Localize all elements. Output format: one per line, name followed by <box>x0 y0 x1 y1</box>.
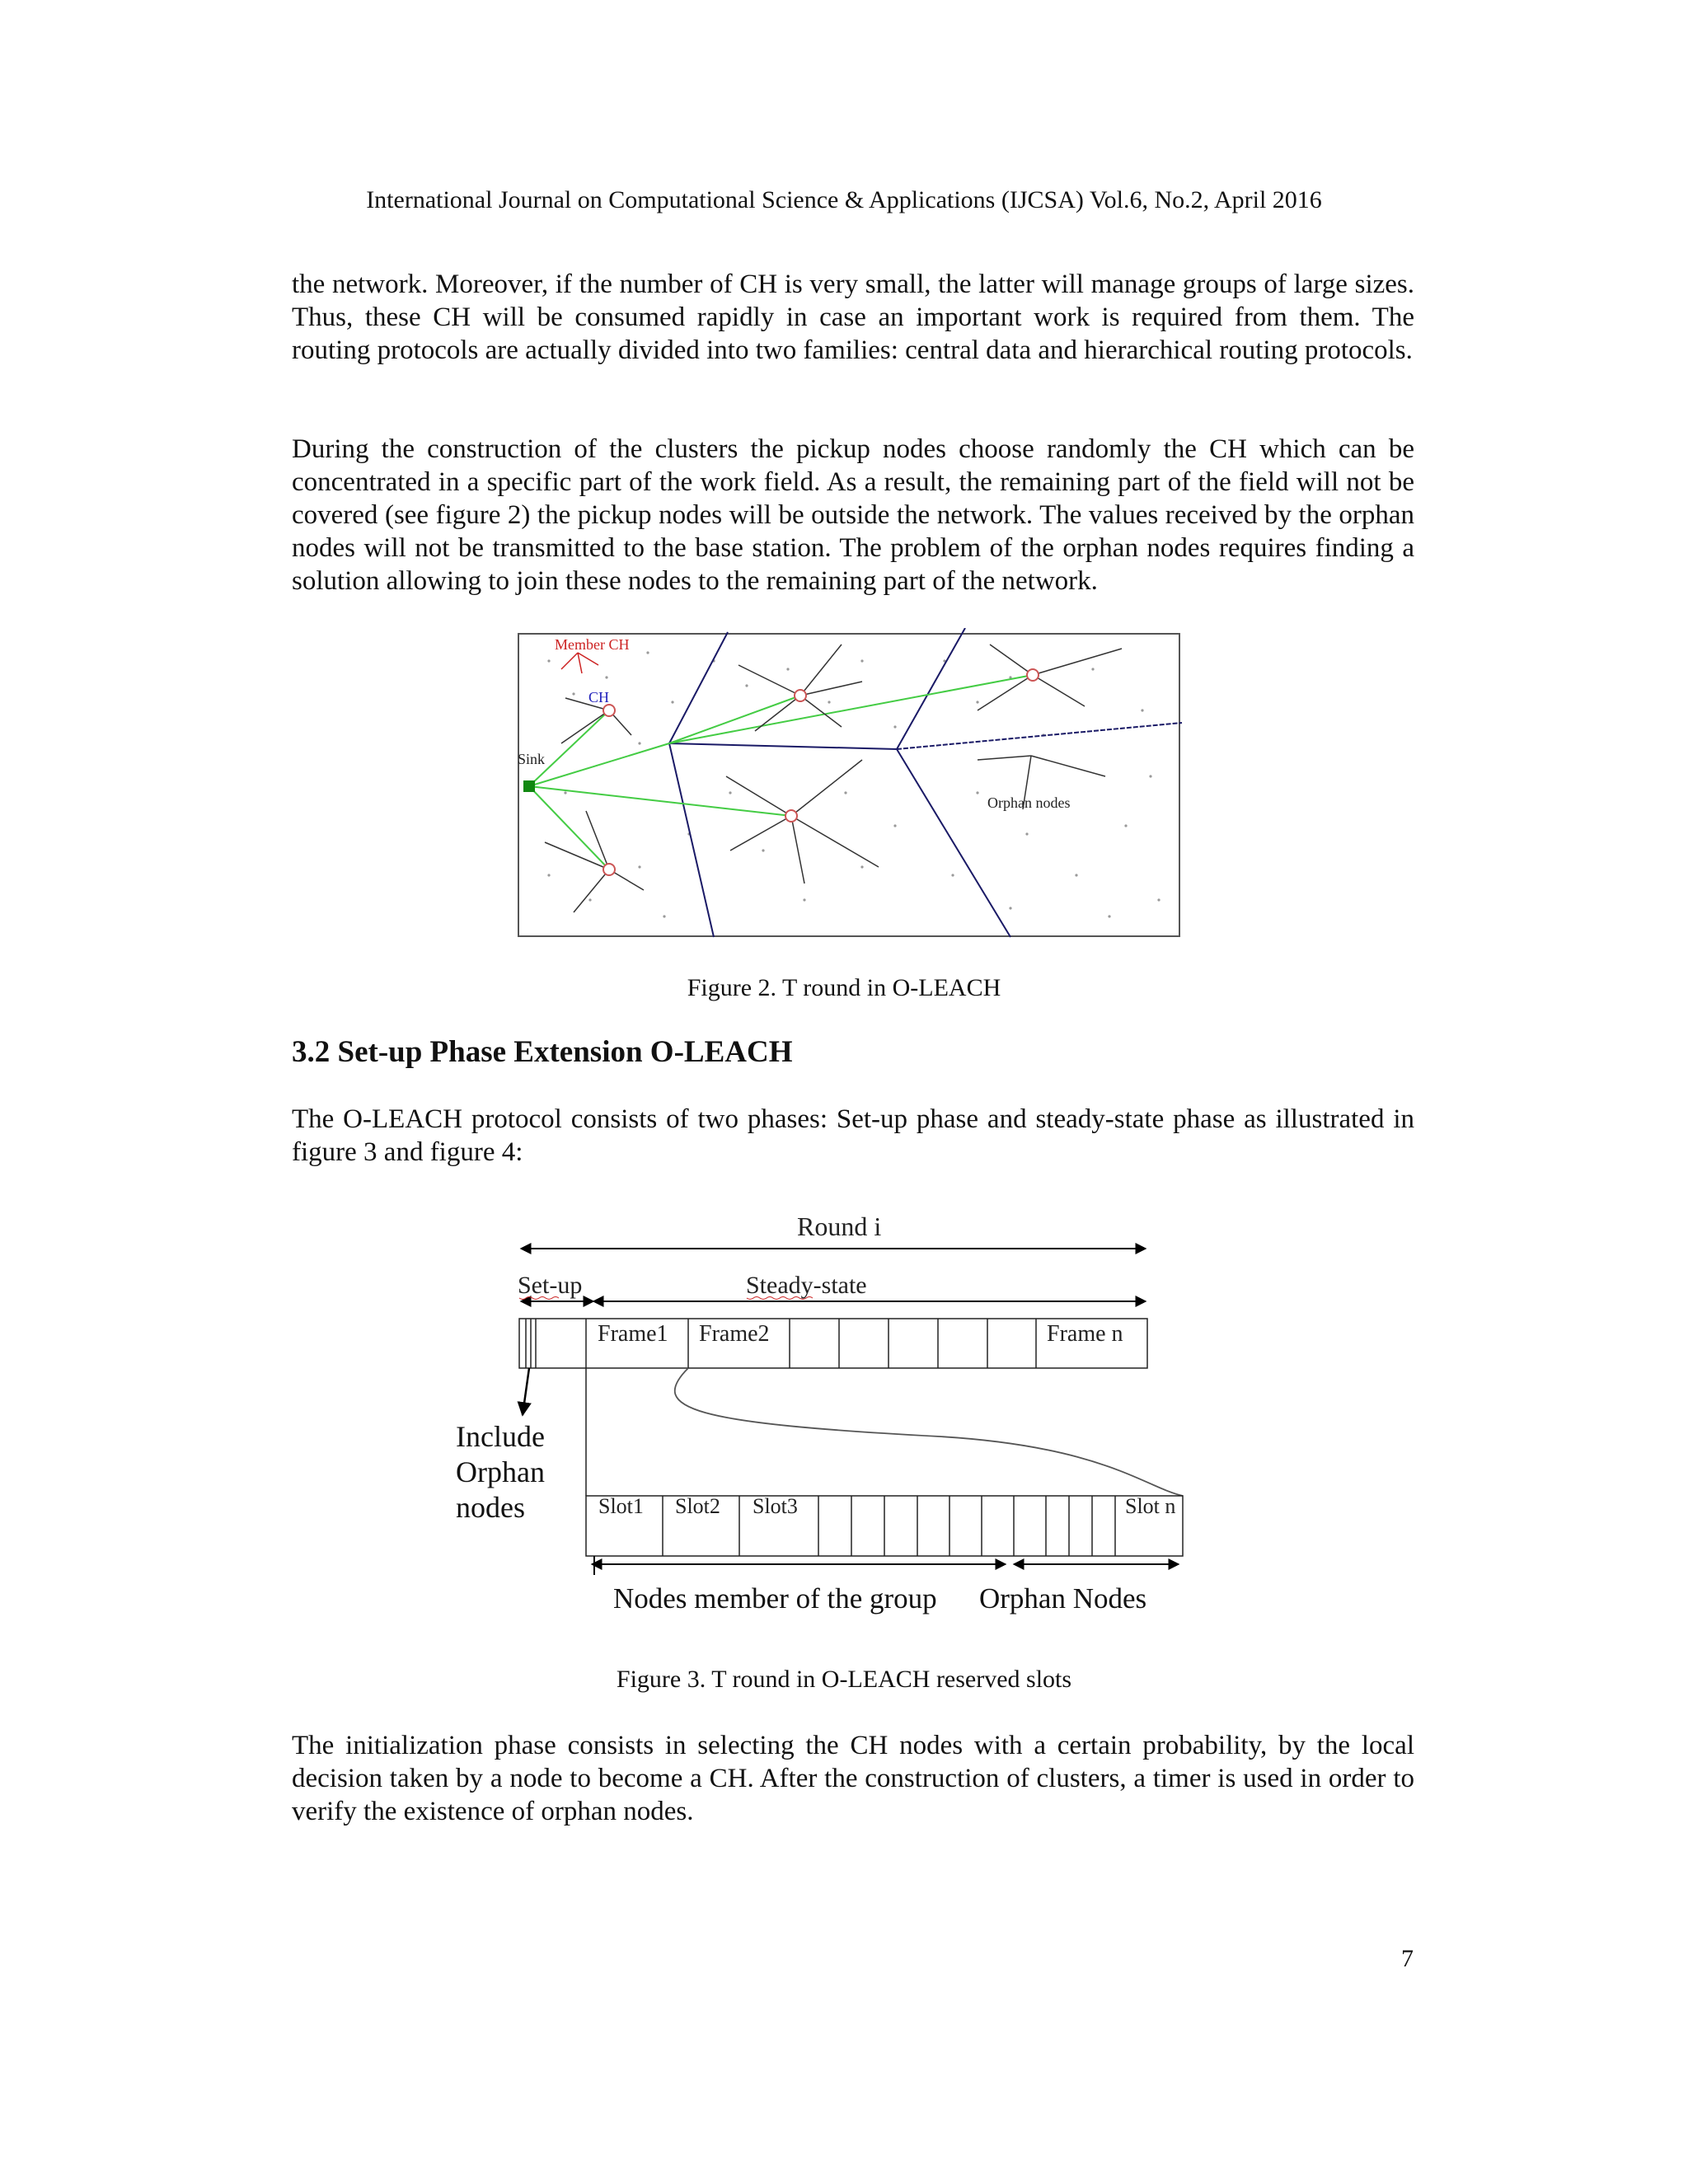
orphan-nodes-label: Orphan Nodes <box>979 1582 1147 1615</box>
figure-2-frame <box>518 634 1179 936</box>
label-ch: CH <box>588 689 610 705</box>
label-sink: Sink <box>518 751 546 767</box>
round-label: Round i <box>797 1212 882 1241</box>
include-orphan-arrow <box>523 1368 529 1415</box>
figure-3 <box>445 1199 1220 1628</box>
slot-2-label: Slot2 <box>675 1494 720 1518</box>
paragraph-3: The O-LEACH protocol consists of two phases: Set-up phase and steady-state phase as illustrated in figure 3 and figure 4: <box>292 1104 1414 1167</box>
frame-2-label: Frame2 <box>699 1321 770 1347</box>
slot-n-label: Slot n <box>1125 1494 1176 1518</box>
figure-3-caption: Figure 3. T round in O-LEACH reserved slots <box>616 1666 1072 1693</box>
label-member-ch: Member CH <box>555 636 630 653</box>
label-orphan-nodes: Orphan nodes <box>987 794 1071 811</box>
members-label: Nodes member of the group <box>613 1582 937 1615</box>
slot-1-label: Slot1 <box>598 1494 644 1518</box>
paragraph-2: During the construction of the clusters the pickup nodes choose randomly the CH which can be concentrated in a specific part of the work field. As a result, the remaining part of the field will not be covered (see figure 2) the pickup nodes will be outside the network. The values received by the orphan nodes will not be transmitted to the base station. The problem of the orphan nodes requires finding a solution allowing to join these nodes to the remaining part of the network. <box>292 434 1414 596</box>
cluster-head-node <box>785 810 797 822</box>
cluster-head-node <box>1027 669 1039 681</box>
cluster-head-node <box>795 690 806 701</box>
running-header: International Journal on Computational Science & Applications (IJCSA) Vol.6, No.2, April 2016 <box>366 186 1322 213</box>
steady-state-label: Steady-state <box>746 1272 867 1299</box>
figure-2-caption: Figure 2. T round in O-LEACH <box>687 974 1001 1001</box>
cluster-head-node <box>603 705 615 716</box>
paragraph-4: The initialization phase consists in selecting the CH nodes with a certain probability, by the local decision taken by a node to become a CH. After the construction of clusters, a timer is used in order to verify the existence of orphan nodes. <box>292 1731 1414 1826</box>
expansion-curve <box>675 1368 1183 1496</box>
section-heading: 3.2 Set-up Phase Extension O-LEACH <box>292 1035 793 1069</box>
setup-label: Set-up <box>518 1272 583 1299</box>
frame-n-label: Frame n <box>1047 1321 1123 1347</box>
include-orphan-label: Include Orphan nodes <box>456 1420 545 1524</box>
sink-node <box>523 780 535 792</box>
page-number: 7 <box>1401 1945 1414 1972</box>
frame-1-label: Frame1 <box>598 1321 668 1347</box>
slot-3-label: Slot3 <box>753 1494 798 1518</box>
paragraph-1: the network. Moreover, if the number of CH is very small, the latter will manage groups of large sizes. Thus, these CH will be consumed rapidly in case an important work is required from them. The routing protocols are actually divided into two families: central data and hierarchical routing protocols. <box>292 269 1414 365</box>
cluster-head-node <box>603 864 615 875</box>
figure-2 <box>516 628 1192 941</box>
